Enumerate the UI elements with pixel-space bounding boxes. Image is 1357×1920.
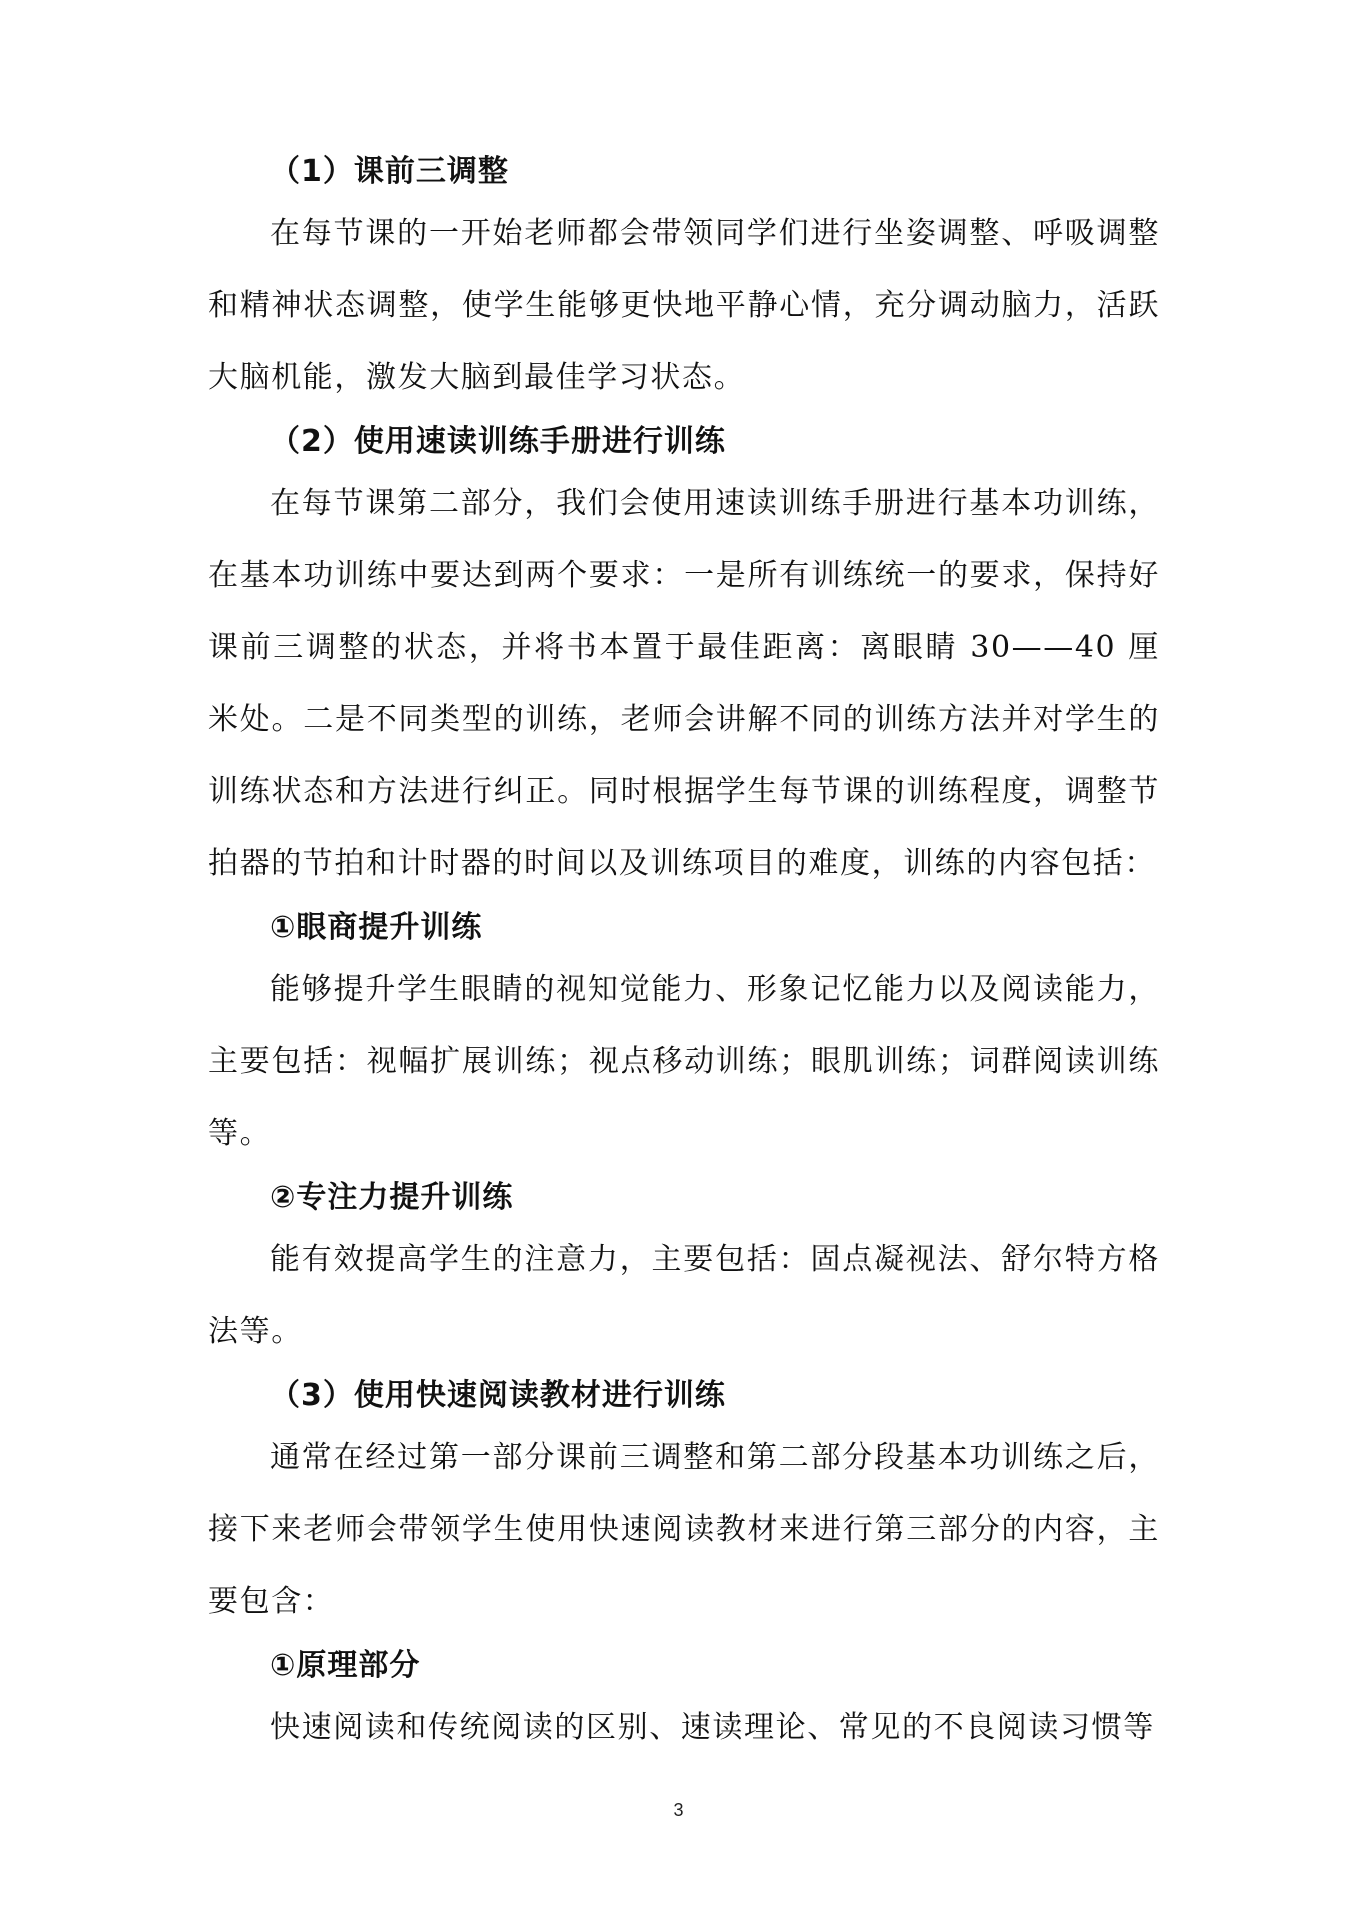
section-heading-1: （1）课前三调整 [270, 154, 509, 189]
subsection-heading-eye-training: ①眼商提升训练 [270, 910, 483, 945]
subsection-paragraph-focus-training: 能有效提高学生的注意力，主要包括：固点凝视法、舒尔特方格法等。 [208, 1242, 1160, 1349]
subsection-heading-principles: ①原理部分 [270, 1648, 421, 1683]
page-number: 3 [673, 1800, 684, 1820]
section-heading-2: （2）使用速读训练手册进行训练 [270, 424, 726, 459]
section-paragraph-1: 在每节课的一开始老师都会带领同学们进行坐姿调整、呼吸调整和精神状态调整，使学生能够更快地平静心情，充分调动脑力，活跃大脑机能，激发大脑到最佳学习状态。 [208, 216, 1160, 395]
subsection-paragraph-eye-training: 能够提升学生眼睛的视知觉能力、形象记忆能力以及阅读能力，主要包括：视幅扩展训练；视点移动训练；眼肌训练；词群阅读训练等。 [208, 972, 1160, 1151]
section-heading-3: （3）使用快速阅读教材进行训练 [270, 1378, 726, 1413]
section-paragraph-3: 通常在经过第一部分课前三调整和第二部分段基本功训练之后，接下来老师会带领学生使用快速阅读教材来进行第三部分的内容，主要包含： [208, 1440, 1160, 1619]
subsection-heading-focus-training: ②专注力提升训练 [270, 1180, 514, 1215]
page-body [208, 150, 1160, 1770]
subsection-paragraph-principles: 快速阅读和传统阅读的区别、速读理论、常见的不良阅读习惯等 [270, 1710, 1155, 1745]
section-paragraph-2: 在每节课第二部分，我们会使用速读训练手册进行基本功训练，在基本功训练中要达到两个要求：一是所有训练统一的要求，保持好课前三调整的状态，并将书本置于最佳距离：离眼睛 30——40 厘米处。二是不同类型的训练，老师会讲解不同的训练方法并对学生的训练状态和方法进行纠正。同时根据学生每节课的训练程度，调整节拍器的节拍和计时器的时间以及训练项目的难度，训练的内容包括： [208, 486, 1160, 881]
